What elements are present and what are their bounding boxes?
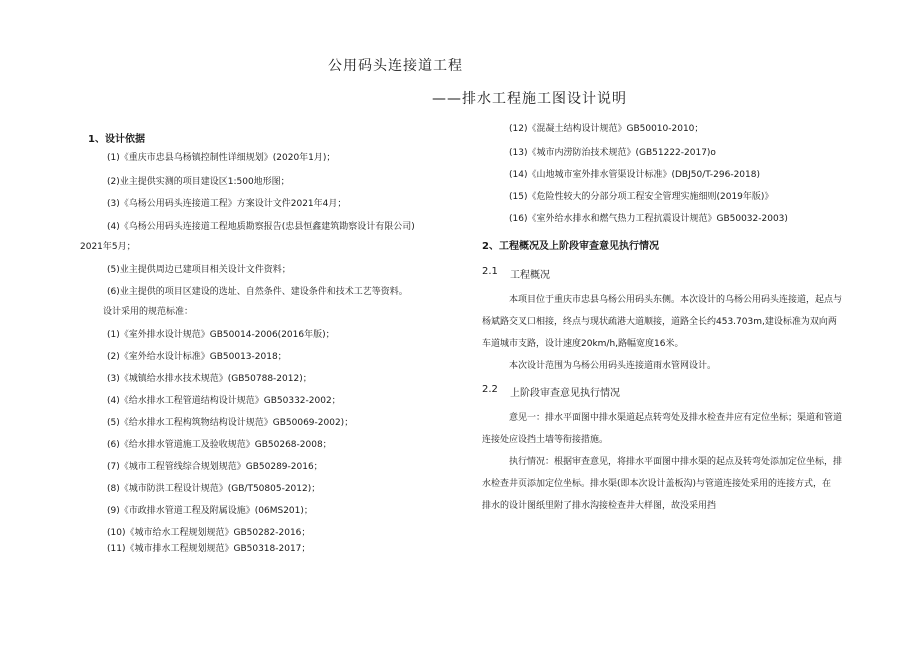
list-item: 2021年5月； — [80, 242, 136, 252]
section-2-2-title: 上阶段审查意见执行情况 — [510, 388, 620, 399]
list-item: (8)《城市防洪工程设计规范》(GB/T50805-2012)； — [107, 484, 321, 494]
paragraph-line: 执行情况：根据审查意见，将排水平面图中排水渠的起点及转弯处添加定位坐标，排 — [509, 457, 843, 467]
list-item: (6)《给水排水管道施工及验收规范》GB50268-2008； — [107, 440, 332, 450]
section-2-1-title: 工程概况 — [510, 270, 550, 281]
paragraph-line: 本项目位于重庆市忠县乌杨公用码头东侧。本次设计的乌杨公用码头连接道，起点与 — [509, 295, 843, 305]
section-1-heading: 1、设计依据 — [88, 134, 145, 145]
list-item: (3)《城镇给水排水技术规范》(GB50788-2012)； — [107, 374, 312, 384]
list-item: (14)《山地城市室外排水管渠设计标准》(DBJ50/T-296-2018) — [509, 170, 760, 180]
list-item: (13)《城市内涝防治技术规范》(GB51222-2017)o — [509, 148, 716, 158]
paragraph-line: 排水的设计图纸里附了排水沟接检查井大样图，故没采用挡 — [482, 501, 717, 511]
list-item: (12)《混凝土结构设计规范》GB50010-2010； — [509, 124, 704, 134]
paragraph-line: 杨斌路交叉口相接，终点与现状疏港大道顺接，道路全长约453.703m,建设标准为双向两 — [482, 317, 837, 327]
paragraph-line: 连接处应设挡土墙等衔接措施。 — [482, 435, 609, 445]
standards-label: 设计采用的规范标准： — [103, 307, 194, 317]
section-2-heading: 2、工程概况及上阶段审查意见执行情况 — [482, 241, 659, 252]
section-2-2-number: 2.2 — [482, 384, 498, 395]
list-item: (5)《给水排水工程构筑物结构设计规范》GB50069-2002)； — [107, 418, 354, 428]
section-2-1-number: 2.1 — [482, 266, 498, 277]
paragraph-line: 本次设计范围为乌杨公用码头连接道雨水管网设计。 — [509, 361, 717, 371]
list-item: (4)《乌杨公用码头连接道工程地质勘察报告(忠县恒鑫建筑勘察设计有限公司) — [107, 222, 415, 232]
list-item: (15)《危险性较大的分部分项工程安全管理实施细则(2019年版)》 — [509, 192, 774, 202]
document-subtitle: ——排水工程施工图设计说明 — [432, 91, 627, 107]
list-item: (5)业主提供周边已建项目相关设计文件资料； — [107, 265, 291, 275]
list-item: (7)《城市工程管线综合规划规范》GB50289-2016； — [107, 462, 323, 472]
list-item: (6)业主提供的项目区建设的选址、自然条件、建设条件和技术工艺等资料。 — [107, 287, 408, 297]
list-item: (1)《重庆市忠县乌杨镇控制性详细规划》(2020年1月)； — [107, 153, 336, 163]
list-item: (16)《室外给水排水和燃气热力工程抗震设计规范》GB50032-2003) — [509, 214, 788, 224]
list-item: (2)业主提供实测的项目建设区1:500地形图； — [107, 177, 290, 187]
list-item: (4)《给水排水工程管道结构设计规范》GB50332-2002； — [107, 396, 341, 406]
list-item: (1)《室外排水设计规范》GB50014-2006(2016年版)； — [107, 330, 335, 340]
paragraph-line: 水检查井页添加定位坐标。排水渠(即本次设计盖板沟)与管道连接处采用的连接方式，在 — [482, 479, 832, 489]
list-item: (10)《城市给水工程规划规范》GB50282-2016； — [107, 528, 311, 538]
list-item: (9)《市政排水管道工程及附属设施》(06MS201)； — [107, 506, 313, 516]
paragraph-line: 车道城市支路，设计速度20km/h,路幅宽度16米。 — [482, 339, 684, 349]
document-title: 公用码头连接道工程 — [328, 58, 463, 74]
list-item: (2)《室外给水设计标准》GB50013-2018； — [107, 352, 287, 362]
paragraph-line: 意见一：排水平面图中排水渠道起点转弯处及排水检查井应有定位坐标；渠道和管道 — [509, 413, 843, 423]
list-item: (3)《乌杨公用码头连接道工程》方案设计文件2021年4月； — [107, 199, 347, 209]
list-item: (11)《城市排水工程规划规范》GB50318-2017； — [107, 544, 311, 554]
